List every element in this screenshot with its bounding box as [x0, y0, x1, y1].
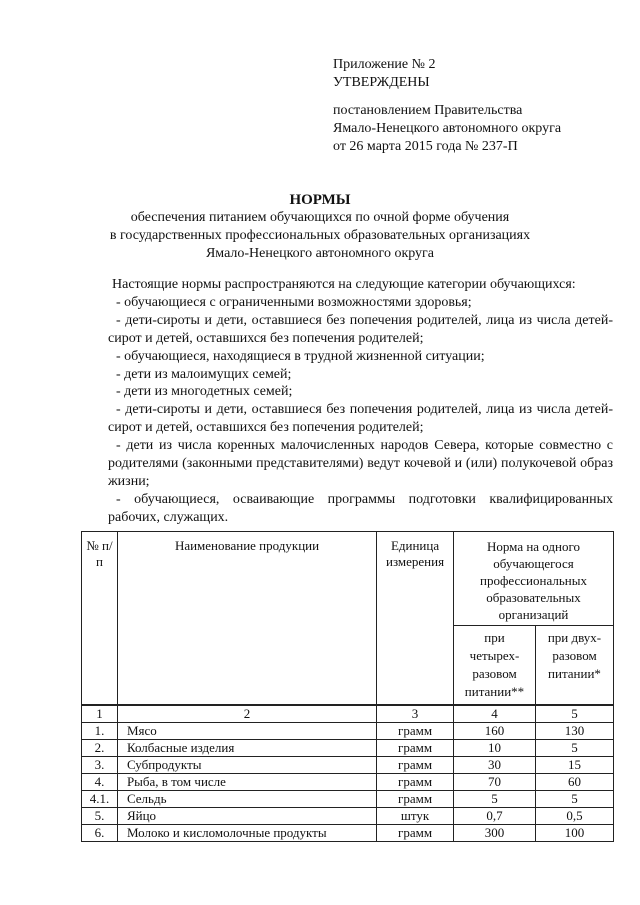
row-unit: грамм	[377, 757, 454, 774]
row-two-meals: 0,5	[535, 808, 613, 825]
header-unit: Единица измерения	[377, 532, 454, 706]
table-header-row	[82, 532, 614, 626]
row-four-meals: 10	[454, 740, 536, 757]
column-index: 3	[377, 705, 454, 723]
title-main: НОРМЫ	[289, 192, 351, 208]
title-line-2: в государственных профессиональных образовательных организациях	[109, 228, 531, 243]
row-four-meals: 5	[454, 791, 536, 808]
appendix-number: Приложение № 2	[333, 57, 436, 72]
norms-table	[81, 531, 614, 842]
row-two-meals: 5	[535, 740, 613, 757]
row-product: Колбасные изделия	[117, 740, 376, 757]
approval-line-2: Ямало-Ненецкого автономного округа	[333, 121, 562, 136]
table-row	[82, 740, 614, 757]
row-num: 2.	[82, 740, 118, 757]
header-two-meals: при двух-разовом питании*	[535, 626, 613, 706]
category-item: - дети из малоимущих семей;	[116, 366, 292, 382]
category-item: - дети-сироты и дети, оставшиеся без попечения родителей, лица из числа детей-сирот и детей, оставшихся без попечения родителей;	[108, 312, 613, 346]
approval-line-3: от 26 марта 2015 года № 237-П	[333, 139, 518, 154]
row-product: Сельдь	[117, 791, 376, 808]
intro-paragraph: Настоящие нормы распространяются на следующие категории обучающихся:	[112, 277, 576, 292]
table-row	[82, 774, 614, 791]
table-row	[82, 791, 614, 808]
row-four-meals: 70	[454, 774, 536, 791]
row-num: 5.	[82, 808, 118, 825]
category-item: - обучающиеся, осваивающие программы подготовки квалифицированных рабочих, служащих.	[108, 491, 613, 525]
row-unit: грамм	[377, 740, 454, 757]
column-index: 1	[82, 705, 118, 723]
category-item: - дети из числа коренных малочисленных народов Севера, которые совместно с родителями (законными представителями) ведут кочевой и (или) полукочевой образ жизни;	[108, 438, 613, 489]
column-index: 2	[117, 705, 376, 723]
approval-block	[333, 56, 561, 156]
row-num: 3.	[82, 757, 118, 774]
header-num: № п/п	[82, 532, 118, 706]
row-four-meals: 160	[454, 723, 536, 740]
row-product: Молоко и кисломолочные продукты	[117, 825, 376, 842]
row-two-meals: 5	[535, 791, 613, 808]
row-num: 1.	[82, 723, 118, 740]
column-index-row	[82, 705, 614, 723]
row-product: Рыба, в том числе	[117, 774, 376, 791]
row-product: Субпродукты	[117, 757, 376, 774]
row-two-meals: 15	[535, 757, 613, 774]
row-unit: грамм	[377, 791, 454, 808]
row-product: Яйцо	[117, 808, 376, 825]
table-row	[82, 757, 614, 774]
row-unit: грамм	[377, 825, 454, 842]
title-line-3: Ямало-Ненецкого автономного округа	[205, 246, 435, 261]
table-row	[82, 825, 614, 842]
approved-label: УТВЕРЖДЕНЫ	[333, 75, 430, 90]
category-item: - дети из многодетных семей;	[116, 384, 293, 400]
row-four-meals: 0,7	[454, 808, 536, 825]
row-two-meals: 100	[535, 825, 613, 842]
approval-line-1: постановлением Правительства	[333, 103, 523, 118]
row-two-meals: 130	[535, 723, 613, 740]
row-num: 6.	[82, 825, 118, 842]
row-num: 4.	[82, 774, 118, 791]
table-row	[82, 723, 614, 740]
row-four-meals: 30	[454, 757, 536, 774]
header-product: Наименование продукции	[117, 532, 376, 706]
row-four-meals: 300	[454, 825, 536, 842]
column-index: 4	[454, 705, 536, 723]
header-four-meals: при четырех-разовом питании**	[454, 626, 536, 706]
row-num: 4.1.	[82, 791, 118, 808]
categories-text	[108, 276, 613, 527]
header-norm: Норма на одного обучающегося профессиональных образовательных организаций	[454, 532, 614, 626]
row-unit: грамм	[377, 723, 454, 740]
column-index: 5	[535, 705, 613, 723]
document-title	[0, 191, 640, 263]
row-product: Мясо	[117, 723, 376, 740]
table-row	[82, 808, 614, 825]
row-two-meals: 60	[535, 774, 613, 791]
category-item: - дети-сироты и дети, оставшиеся без попечения родителей, лица из числа детей-сирот и детей, оставшихся без попечения родителей;	[108, 402, 613, 436]
title-line-1: обеспечения питанием обучающихся по очной форме обучения	[130, 210, 510, 225]
row-unit: грамм	[377, 774, 454, 791]
row-unit: штук	[377, 808, 454, 825]
category-item: - обучающиеся с ограниченными возможностями здоровья;	[116, 294, 472, 310]
category-item: - обучающиеся, находящиеся в трудной жизненной ситуации;	[116, 348, 485, 364]
